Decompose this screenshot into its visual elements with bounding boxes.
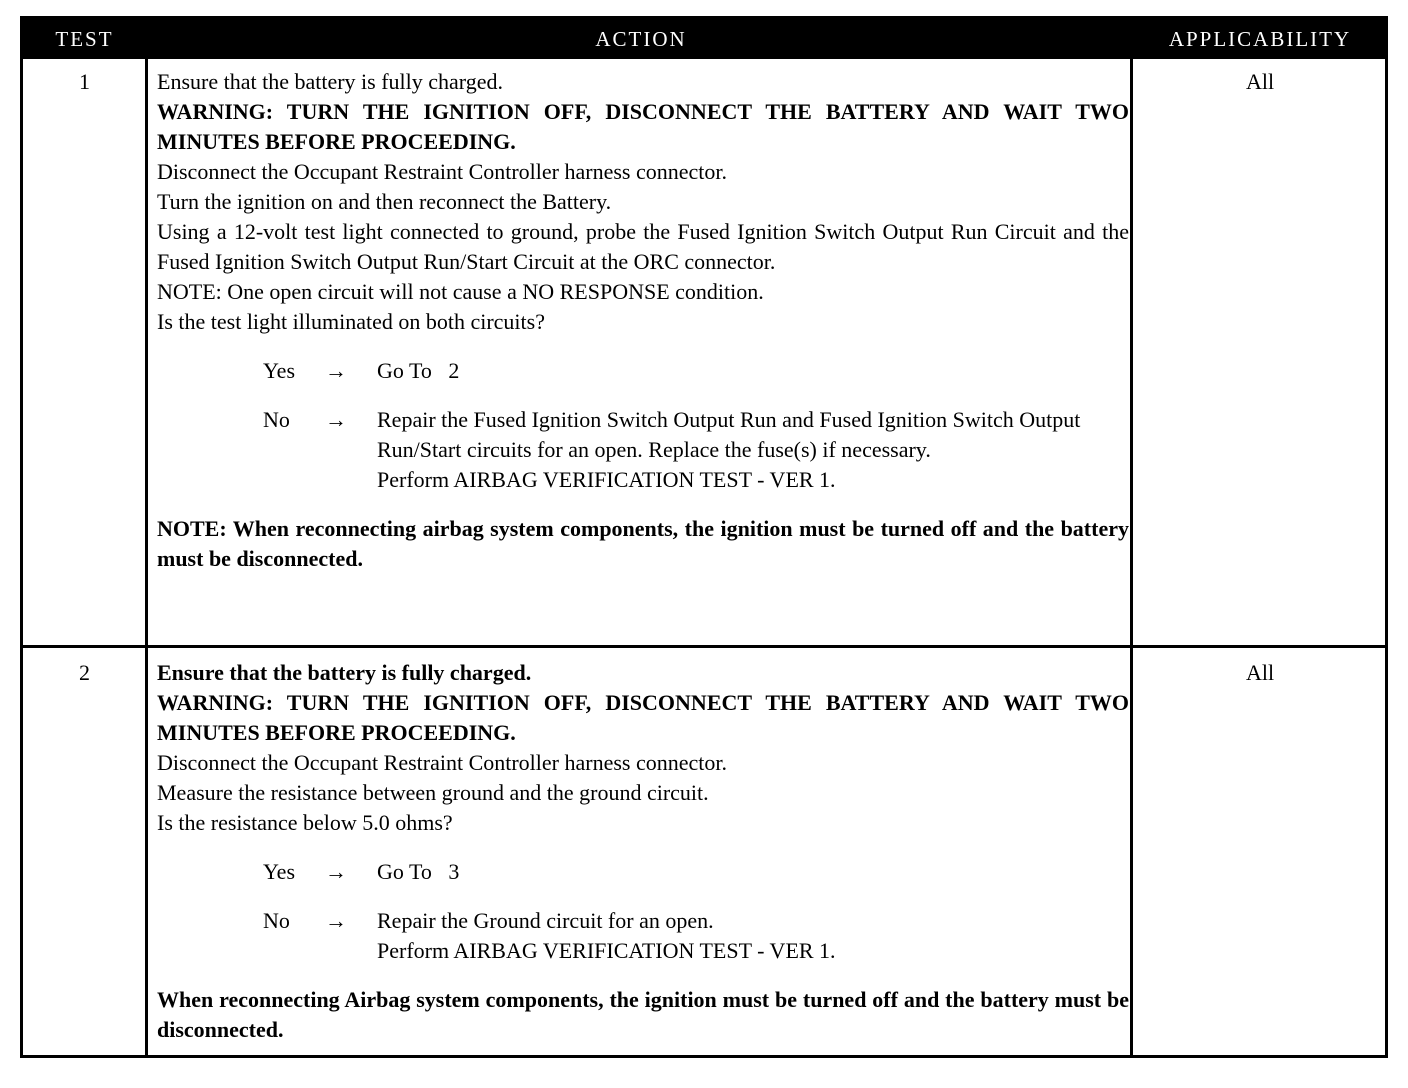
no-result-line: Repair the Ground circuit for an open.: [377, 908, 714, 933]
column-divider: [145, 59, 148, 1055]
no-result-line: Perform AIRBAG VERIFICATION TEST - VER 1.: [377, 467, 836, 492]
column-divider: [1130, 59, 1133, 1055]
no-result-line: Perform AIRBAG VERIFICATION TEST - VER 1.: [377, 938, 836, 963]
yes-label: Yes: [263, 859, 296, 884]
test-number: 1: [79, 69, 90, 94]
yes-response: [157, 857, 1129, 887]
arrow-icon: →: [325, 908, 347, 933]
applicability-value: All: [1245, 660, 1275, 685]
applicability-value: All: [1245, 69, 1275, 94]
row-divider: [23, 645, 1385, 648]
action-line: Measure the resistance between ground and the ground circuit.: [157, 780, 709, 805]
diagnostic-test-table: [20, 16, 1388, 1058]
yes-result: Go To 2: [377, 358, 460, 383]
action-line: NOTE: One open circuit will not cause a NO RESPONSE condition.: [157, 279, 764, 304]
arrow-icon: →: [325, 358, 347, 383]
no-response: [157, 405, 1129, 495]
test-number: 2: [79, 660, 90, 685]
no-label: No: [263, 407, 290, 432]
action-cell: [157, 67, 1129, 574]
note-text: When reconnecting Airbag system components, the ignition must be turned off and the battery must be disconnected.: [157, 987, 1129, 1042]
no-response: [157, 906, 1129, 966]
warning-text: WARNING: TURN THE IGNITION OFF, DISCONNECT THE BATTERY AND WAIT TWO MINUTES BEFORE PROCEEDING.: [157, 99, 1129, 154]
question-text: Is the resistance below 5.0 ohms?: [157, 810, 453, 835]
action-line: Disconnect the Occupant Restraint Controller harness connector.: [157, 750, 727, 775]
question-text: Is the test light illuminated on both circuits?: [157, 309, 545, 334]
action-line: Using a 12-volt test light connected to ground, probe the Fused Ignition Switch Output Run Circuit and the Fused Ignition Switch Output Run/Start Circuit at the ORC connector.: [157, 219, 1129, 274]
no-result: [377, 906, 1129, 966]
action-line: Disconnect the Occupant Restraint Controller harness connector.: [157, 159, 727, 184]
warning-text: WARNING: TURN THE IGNITION OFF, DISCONNECT THE BATTERY AND WAIT TWO MINUTES BEFORE PROCEEDING.: [157, 690, 1129, 745]
yes-result: Go To 3: [377, 859, 460, 884]
no-result: [377, 405, 1129, 495]
yes-response: [157, 356, 1129, 386]
no-result-line: Repair the Fused Ignition Switch Output Run and Fused Ignition Switch Output Run/Start circuits for an open. Replace the fuse(s) if necessary.: [377, 407, 1081, 462]
action-line: Ensure that the battery is fully charged.: [157, 69, 503, 94]
header-test: TEST: [55, 27, 114, 51]
header-applicability: APPLICABILITY: [1168, 27, 1352, 51]
header-action: ACTION: [595, 27, 687, 51]
action-cell: [157, 658, 1129, 1045]
action-line: Ensure that the battery is fully charged.: [157, 660, 532, 685]
arrow-icon: →: [325, 407, 347, 432]
action-line: Turn the ignition on and then reconnect the Battery.: [157, 189, 612, 214]
table-header: [23, 19, 1385, 59]
arrow-icon: →: [325, 859, 347, 884]
no-label: No: [263, 908, 290, 933]
yes-label: Yes: [263, 358, 296, 383]
note-text: NOTE: When reconnecting airbag system components, the ignition must be turned off and the battery must be disconnected.: [157, 516, 1129, 571]
